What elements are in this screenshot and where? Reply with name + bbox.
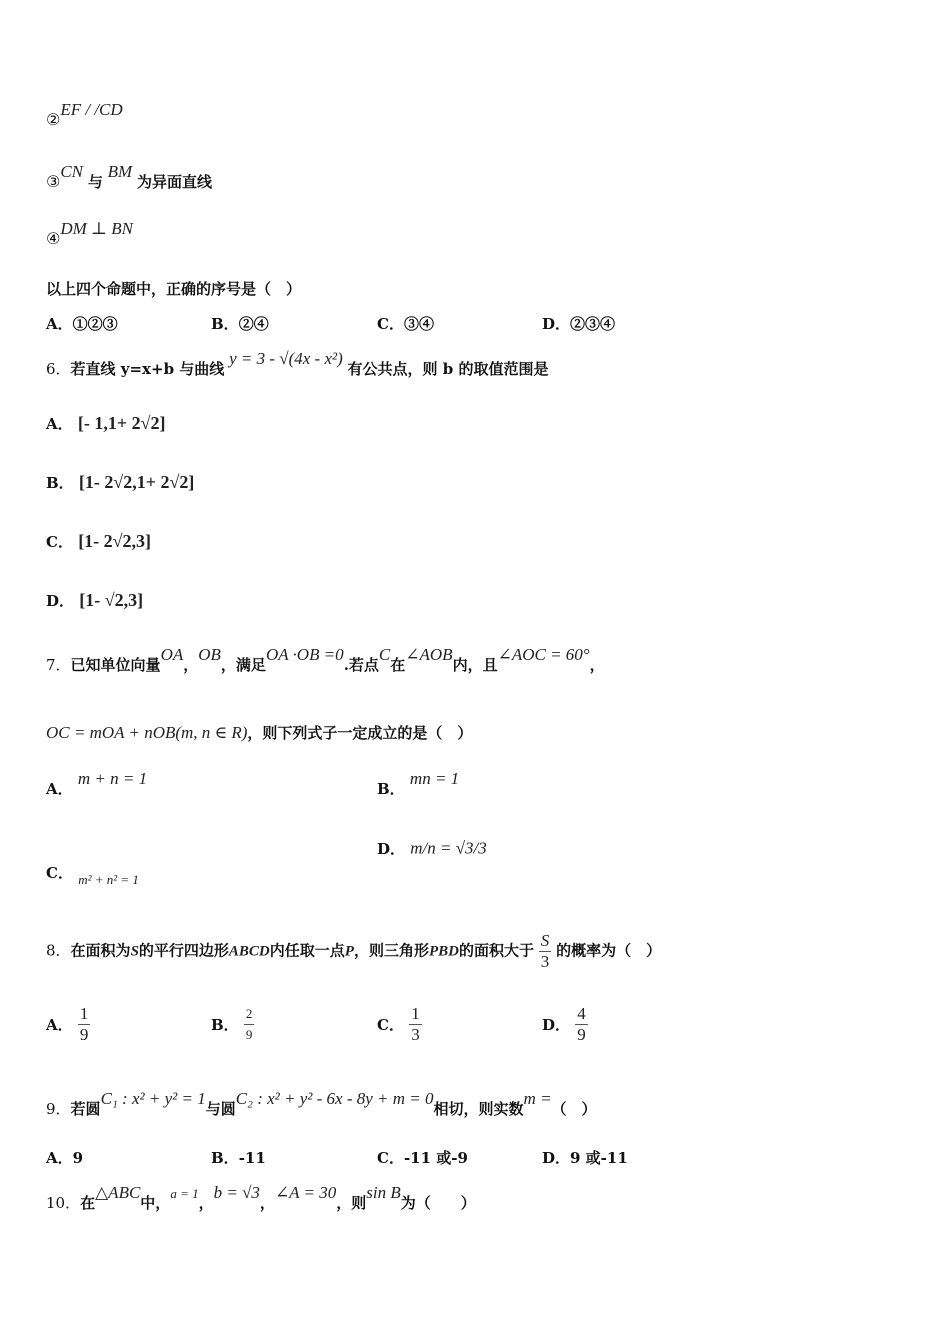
math-expr: BM xyxy=(107,162,133,181)
q6-option-a: A． [- 1,1+ 2√2] xyxy=(46,413,166,433)
q5-option-a: A．①②③ xyxy=(46,315,118,333)
text: 为异面直线 xyxy=(136,173,212,191)
q9-option-d: D．9 或-11 xyxy=(542,1149,628,1167)
q8-stem: 8．在面积为S的平行四边形ABCD内任取一点P，则三角形PBD的面积大于 $\frac{S}{3}$ 的概率为（ ） xyxy=(46,931,662,971)
math-expr: △ABC xyxy=(95,1183,141,1202)
math-expr: y = 3 - √(4x - x²) xyxy=(229,349,343,368)
circle-marker: ② xyxy=(46,110,61,129)
q8-option-d: D． $\frac{4}{9}$ xyxy=(542,1004,586,1044)
q5-prompt: 以上四个命题中，正确的序号是（ ） xyxy=(46,280,302,298)
question-number: 10． xyxy=(46,1194,81,1212)
question-number: 7． xyxy=(46,656,71,674)
q7-option-b: B． mn = 1 xyxy=(377,769,460,798)
q7-stem: 7．已知单位向量OA，OB，满足OA ·OB =0.若点C在∠AOB内，且∠AOC = 60°， xyxy=(46,645,605,674)
circle-marker: ④ xyxy=(46,229,61,248)
q5-item-4 xyxy=(46,219,133,249)
q10-stem: 10．在△ABC中，a = 1，b = √3，∠A = 30，则sin B为（ ） xyxy=(46,1183,476,1212)
math-expr: ∠AOB xyxy=(405,645,453,664)
q8-option-a: A． $\frac{1}{9}$ xyxy=(46,1004,89,1044)
math-expr: CN xyxy=(60,162,84,181)
math-expr: ∠A = 30 xyxy=(274,1183,337,1202)
math-expr: m = xyxy=(523,1089,552,1108)
q7-option-c: C． m² + n² = 1 xyxy=(46,864,139,887)
math-expr: C₁ : x² + y² = 1 xyxy=(100,1089,206,1108)
q6-option-c: C． [1- 2√2,3] xyxy=(46,531,152,551)
q6-option-b: B． [1- 2√2,1+ 2√2] xyxy=(46,472,195,492)
q7-stem-line2: OC = mOA + nOB(m, n ∈ R)，则下列式子一定成立的是（ ） xyxy=(46,723,473,742)
q9-stem: 9．若圆C₁ : x² + y² = 1与圆C₂ : x² + y² - 6x - 8y + m = 0相切，则实数m =（ ） xyxy=(46,1089,597,1118)
circle-marker: ③ xyxy=(46,172,61,191)
q8-option-b: B． $\frac{2}{9}$ xyxy=(211,1006,253,1042)
q9-option-b: B．-11 xyxy=(211,1149,266,1167)
math-expr: sin B xyxy=(366,1183,401,1202)
math-expr: OC = mOA + nOB(m, n ∈ R) xyxy=(46,723,248,742)
math-expr: ∠AOC = 60° xyxy=(497,645,590,664)
vector-ob: OB xyxy=(198,645,221,664)
q7-option-d: D． m/n = √3/3 xyxy=(377,838,487,858)
math-expr: OA ·OB =0 xyxy=(265,645,344,664)
q5-item-2 xyxy=(46,100,123,130)
math-expr: DM ⊥ BN xyxy=(60,219,133,238)
q9-option-c: C．-11 或-9 xyxy=(377,1149,468,1167)
question-number: 6． xyxy=(46,360,71,378)
q6-stem: 6．若直线 y=x+b 与曲线 y = 3 - √(4x - x²) 有公共点，则 b 的取值范围是 xyxy=(46,349,549,378)
question-number: 9． xyxy=(46,1100,71,1118)
q6-option-d: D． [1- √2,3] xyxy=(46,590,144,610)
vector-oa: OA xyxy=(160,645,184,664)
q5-option-d: D．②③④ xyxy=(542,315,616,333)
math-expr: C xyxy=(378,645,391,664)
question-number: 8． xyxy=(46,941,71,960)
q5-item-3 xyxy=(46,162,212,192)
math-expr: C₂ : x² + y² - 6x - 8y + m = 0 xyxy=(235,1089,434,1108)
math-expr: EF / /CD xyxy=(60,100,123,119)
fraction-s-over-3: $\frac{S}{3}$ xyxy=(540,931,550,971)
q5-option-b: B．②④ xyxy=(211,315,269,333)
math-expr: b = √3 xyxy=(213,1183,260,1202)
math-expr: a = 1 xyxy=(170,1186,199,1201)
q5-option-c: C．③④ xyxy=(377,315,434,333)
q9-option-a: A．9 xyxy=(46,1149,84,1167)
text: 与 xyxy=(87,173,103,191)
q7-option-a: A． m + n = 1 xyxy=(46,769,148,798)
q8-option-c: C． $\frac{1}{3}$ xyxy=(377,1004,420,1044)
